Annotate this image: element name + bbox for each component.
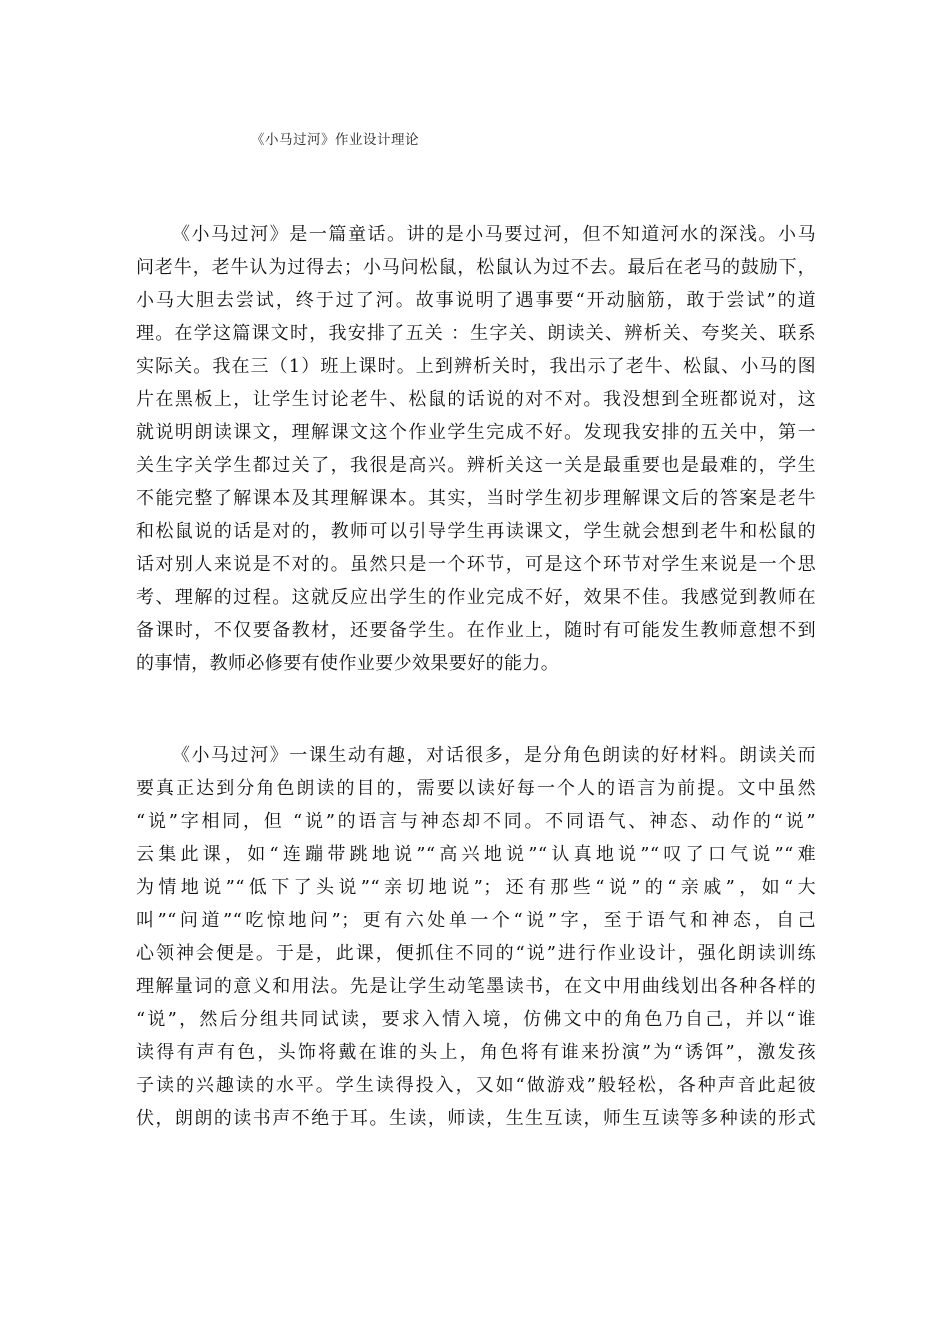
text-line: 就说明朗读课文，理解课文这个作业学生完成不好。发现我安排的五关中，第一 — [136, 422, 816, 443]
document-title: 《小马过河》作业设计理论 — [251, 132, 419, 148]
text-line: 心领神会便是。于是，此课，便抓住不同的“说”进行作业设计，强化朗读训练 — [136, 943, 816, 964]
text-line: 为情地说”“低下了头说”“亲切地说”；还有那些“说”的“亲戚”，如“大 — [136, 877, 816, 898]
text-line: 话对别人来说是不对的。虽然只是一个环节，可是这个环节对学生来说是一个思 — [136, 554, 816, 575]
paragraph-2 — [136, 739, 816, 1135]
text-line: 实际关。我在三（1）班上课时。上到辨析关时，我出示了老牛、松鼠、小马的图 — [136, 356, 816, 377]
text-line: 理。在学这篇课文时，我安排了五关 ：生字关、朗读关、辨析关、夸奖关、联系 — [136, 323, 816, 344]
text-line: 理解量词的意义和用法。先是让学生动笔墨读书，在文中用曲线划出各种各样的 — [136, 976, 816, 997]
paragraph-1 — [136, 218, 816, 680]
text-line: 关生字关学生都过关了，我很是高兴。辨析关这一关是最重要也是最难的，学生 — [136, 455, 816, 476]
text-line: 《小马过河》是一篇童话。讲的是小马要过河，但不知道河水的深浅。小马 — [172, 224, 816, 245]
text-line: 不能完整了解课本及其理解课本。其实，当时学生初步理解课文后的答案是老牛 — [136, 488, 816, 509]
text-line: 问老牛，老牛认为过得去；小马问松鼠，松鼠认为过不去。最后在老马的鼓励下， — [136, 257, 816, 278]
text-line: 小马大胆去尝试，终于过了河。故事说明了遇事要“开动脑筋，敢于尝试”的道 — [136, 290, 816, 311]
text-line: 伏，朗朗的读书声不绝于耳。生读，师读，生生互读，师生互读等多种读的形式 — [136, 1108, 816, 1129]
text-line: 备课时，不仅要备教材，还要备学生。在作业上，随时有可能发生教师意想不到 — [136, 620, 816, 641]
text-line: 要真正达到分角色朗读的目的，需要以读好每一个人的语言为前提。文中虽然 — [136, 778, 816, 799]
text-line: 云集此课，如“连蹦带跳地说”“高兴地说”“认真地说”“叹了口气说”“难 — [136, 844, 816, 865]
text-line: 《小马过河》一课生动有趣，对话很多，是分角色朗读的好材料。朗读关而 — [172, 745, 816, 766]
text-line: 子读的兴趣读的水平。学生读得投入，又如“做游戏”般轻松，各种声音此起彼 — [136, 1075, 816, 1096]
text-line: 读得有声有色，头饰将戴在谁的头上，角色将有谁来扮演”为“诱饵”，激发孩 — [136, 1042, 816, 1063]
text-line: 考、理解的过程。这就反应出学生的作业完成不好，效果不佳。我感觉到教师在 — [136, 587, 816, 608]
text-line: 和松鼠说的话是对的，教师可以引导学生再读课文，学生就会想到老牛和松鼠的 — [136, 521, 816, 542]
text-line: “说”字相同，但 “说”的语言与神态却不同。不同语气、神态、动作的“说” — [136, 811, 816, 832]
text-line: 片在黑板上，让学生讨论老牛、松鼠的话说的对不对。我没想到全班都说对，这 — [136, 389, 816, 410]
text-line: 的事情，教师必修要有使作业要少效果要好的能力。 — [136, 653, 560, 674]
text-line: “说”，然后分组共同试读，要求入情入境，仿佛文中的角色乃自己，并以“谁 — [136, 1009, 816, 1030]
text-line: 叫”“问道”“吃惊地问”；更有六处单一个“说”字，至于语气和神态，自己 — [136, 910, 816, 931]
